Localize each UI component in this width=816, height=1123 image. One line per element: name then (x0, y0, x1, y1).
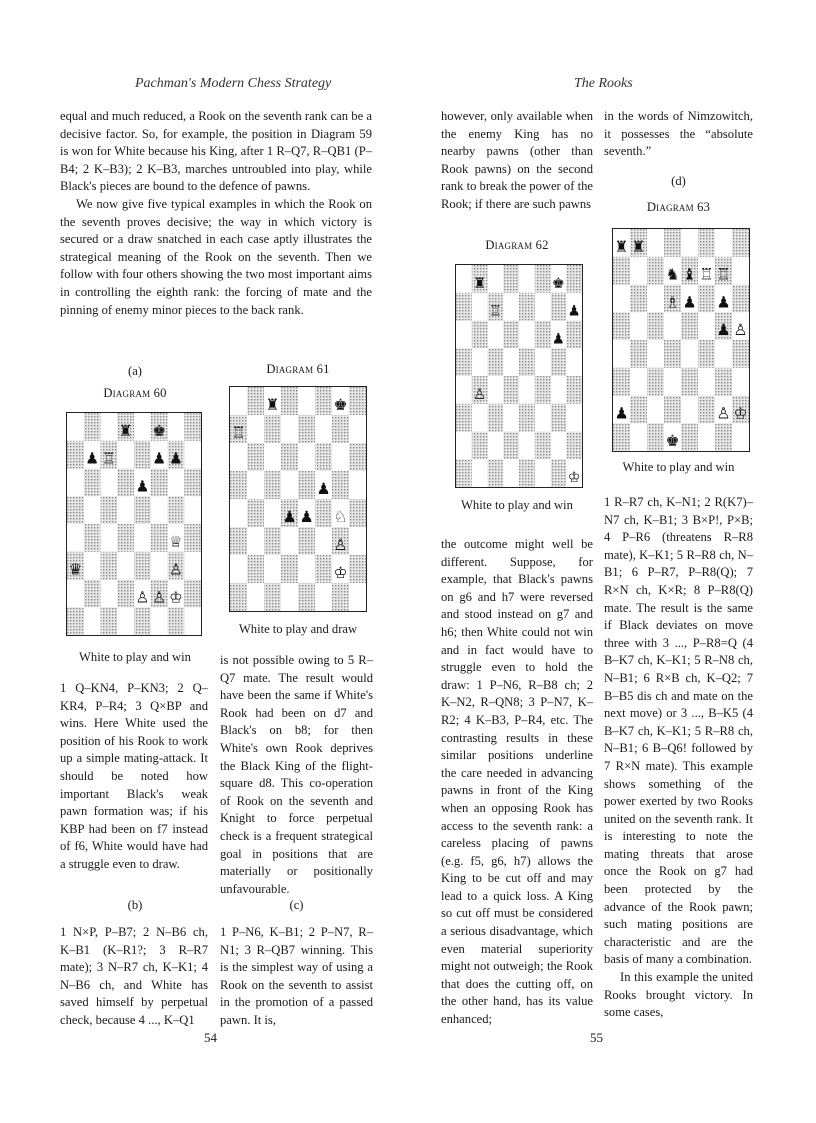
dark-square (315, 387, 332, 415)
dark-square (117, 580, 134, 608)
dark-square (281, 443, 298, 471)
diagram-63-title: Diagram 63 (646, 200, 711, 214)
diagram-61-svg (230, 387, 366, 611)
chess-piece-e6: ♟ (135, 477, 150, 496)
dark-square (315, 555, 332, 583)
label-b: (b) (127, 898, 143, 912)
chess-piece-g8: ♚ (551, 275, 565, 292)
chess-piece-b7: ♟ (85, 449, 100, 468)
dark-square (230, 583, 247, 611)
dark-square (566, 265, 582, 293)
dark-square (566, 321, 582, 349)
chess-piece-h5: ♙ (733, 320, 748, 340)
diagram-60-board (66, 412, 202, 636)
dark-square (84, 524, 101, 552)
dark-square (67, 496, 84, 524)
chess-piece-g2: ♔ (333, 562, 348, 582)
left-para-1-text: equal and much reduced, a Rook on the seventh rank can be a decisive factor. So, for example, the position in Diagram 59 is won for White because his King, after 1 R–Q7, R–QB1 (P–B4; 2 K–B3); 2 K–B3, marches untroubled into play, while Black's pieces are bound to the defence of pawns. (60, 109, 372, 194)
chess-piece-e7: ♝ (682, 264, 697, 284)
chess-piece-d7: ♞ (665, 264, 680, 284)
diagram-63-board (612, 228, 750, 452)
dark-square (332, 471, 349, 499)
dark-square (698, 285, 715, 313)
diagram-60-svg (67, 413, 201, 635)
dark-square (332, 583, 349, 611)
chess-piece-h2: ♔ (733, 403, 748, 423)
left-col2-text: is not possible owing to 5 R–Q7 mate. The result would have been the same if White's Rook had been on d7 and Black's on b8; for then White's own Rook deprives the Black King of the flight-square d8. This co-operation of Rook on the seventh and Knight to force perpetual check is a frequent strategical goal in positions that are materially or positionally unfavourable. (220, 653, 373, 896)
dark-square (67, 441, 84, 469)
left-running-head: Pachman's Modern Chess Strategy (135, 76, 332, 91)
dark-square (535, 321, 551, 349)
dark-square (151, 469, 168, 497)
dark-square (681, 368, 698, 396)
dark-square (503, 321, 519, 349)
right-col1-bottom: the outcome might well be different. Suppose, for example, that Black's pawns on g6 and h7 were reversed and stood instead on g7 and h6; then White could not win and in fact would have to struggle even to hold the draw: 1 P–N6, R–B8 ch; 2 K–N2, R–QN8; 3 P–N7, K–R2; 4 K–B3, P–R4, etc. The contrasting results in these similar positions underline the care needed in advancing pawns in front of the King when an opposing Rook has access to the seventh rank: a careless placing of pawns (e.g. f5, g6, h7) allows the King to be cut off and may lead to a quick loss. A King so cut off must be considered a serious disadvantage, which even material superiority might not outweigh; the Rook that does the cutting off, on the other hand, has its value enhanced; (441, 537, 593, 1027)
diagram-62-svg (456, 265, 582, 487)
chess-piece-d4: ♟ (282, 506, 297, 526)
chess-piece-a7: ♖ (231, 422, 246, 442)
dark-square (168, 607, 185, 635)
dark-square (732, 340, 749, 368)
dark-square (681, 312, 698, 340)
dark-square (535, 376, 551, 404)
dark-square (647, 368, 664, 396)
dark-square (134, 441, 151, 469)
dark-square (519, 348, 535, 376)
chess-piece-g6: ♟ (716, 292, 731, 312)
dark-square (613, 257, 630, 285)
chess-piece-a8: ♜ (614, 236, 629, 256)
dark-square (264, 415, 281, 443)
chess-piece-h7: ♟ (567, 303, 581, 320)
dark-square (630, 285, 647, 313)
left-paragraph-1 (60, 108, 372, 319)
chess-piece-b8: ♜ (631, 236, 646, 256)
dark-square (664, 340, 681, 368)
label-a: (a) (128, 364, 142, 378)
dark-square (349, 555, 366, 583)
chess-piece-f8: ♚ (152, 421, 167, 440)
dark-square (519, 293, 535, 321)
dark-square (101, 496, 118, 524)
dark-square (551, 348, 567, 376)
dark-square (503, 265, 519, 293)
chess-piece-g7: ♟ (168, 449, 183, 468)
chess-piece-a2: ♟ (614, 403, 629, 423)
left-para-2-text: We now give five typical examples in which the Rook on the seventh proves decisive; the way in which victory is secured or a draw snatched in each case aptly illustrates the strategical meaning of the Rook on the seventh. Then we follow with four others showing the two most important aims in controlling the eighth rank: the forcing of mate and the pinning of enemy minor pieces to the back rank. (60, 196, 372, 317)
dark-square (101, 607, 118, 635)
dark-square (134, 607, 151, 635)
chess-piece-g2: ♙ (716, 403, 731, 423)
dark-square (698, 340, 715, 368)
dark-square (488, 459, 504, 487)
dark-square (503, 432, 519, 460)
right-col2-bottom (604, 494, 753, 1022)
chess-piece-d8: ♜ (118, 421, 133, 440)
diagram-61-title: Diagram 61 (266, 362, 330, 376)
dark-square (281, 387, 298, 415)
dark-square (298, 471, 315, 499)
dark-square (664, 396, 681, 424)
right-col1-top: however, only available when the enemy King has no nearby pawns (other than Rook pawns) on the second rank to break the power of the Rook; if there are such pawns (441, 109, 593, 211)
right-running-head: The Rooks (574, 76, 633, 91)
chess-piece-b8: ♜ (473, 275, 487, 292)
chess-piece-f7: ♖ (699, 264, 714, 284)
dark-square (298, 415, 315, 443)
dark-square (298, 583, 315, 611)
left-col1-b-text: 1 N×P, P–B7; 2 N–B6 ch, K–B1 (K–R1?; 3 R–R7 mate); 3 N–R7 ch, K–K1; 4 N–B6 ch, and White has saved himself by perpetual check, because 4 ..., K–Q1 (60, 925, 208, 1027)
dark-square (519, 459, 535, 487)
dark-square (117, 469, 134, 497)
dark-square (349, 387, 366, 415)
dark-square (84, 413, 101, 441)
right-col2-top: in the words of Nimzowitch, it possesses the “absolute seventh.” (604, 109, 753, 159)
dark-square (184, 413, 201, 441)
chess-piece-c8: ♜ (265, 394, 280, 414)
dark-square (551, 293, 567, 321)
dark-square (264, 527, 281, 555)
diagram-63-caption: White to play and win (622, 460, 735, 474)
dark-square (551, 404, 567, 432)
chess-piece-g4: ♕ (168, 532, 183, 551)
dark-square (535, 432, 551, 460)
diagram-61-caption: White to play and draw (238, 622, 358, 636)
dark-square (101, 552, 118, 580)
dark-square (681, 423, 698, 451)
dark-square (566, 376, 582, 404)
right-col2-para-1: 1 R–R7 ch, K–N1; 2 R(K7)–N7 ch, K–B1; 3 B×P!, P×B; 4 P–R6 (threatens R–R8 mate), K–K1; 5 R–R8 ch, N–B1; 6 P–R7, P–R8(Q); 7 R×N ch, K×R; 8 P–R8(Q) mate. The result is the same if Black deviates on move three with 3 ..., P–R8=Q (4 B–K7 ch, K–K1; 5 R–N8 ch, N–B1; 6 R×B ch, K–Q2; 7 B–B5 dis ch and mate on the next move) or 3 ..., B–K5 (4 B–K7 ch, K–K1; 5 R–R8 ch, N–B1; 6 B–Q6! followed by 7 R×N mate). This example shows something of the power exerted by two Rooks united on the seventh rank. It is interesting to note the mating threats that arose once the Rook on g7 had been protected by the advance of the Rook pawn; such mating positions are characteristic and are the basis of many a combination. (604, 495, 753, 967)
dark-square (647, 312, 664, 340)
dark-square (613, 312, 630, 340)
diagram-63-svg (613, 229, 749, 451)
dark-square (519, 404, 535, 432)
dark-square (566, 432, 582, 460)
chess-piece-c7: ♖ (101, 449, 116, 468)
dark-square (349, 499, 366, 527)
dark-square (488, 404, 504, 432)
dark-square (698, 396, 715, 424)
dark-square (488, 348, 504, 376)
label-c: (c) (289, 898, 304, 912)
dark-square (84, 469, 101, 497)
dark-square (230, 471, 247, 499)
dark-square (732, 285, 749, 313)
dark-square (84, 580, 101, 608)
left-col2-c-text: 1 P–N6, K–B1; 2 P–N7, R–N1; 3 R–QB7 winning. This is the simplest way of using a Rook on the seventh to assist in the promotion of a passed pawn. It is, (220, 925, 373, 1027)
chess-piece-d6: ♗ (665, 292, 680, 312)
dark-square (349, 443, 366, 471)
dark-square (298, 527, 315, 555)
left-page-number: 54 (204, 1030, 217, 1045)
right-col2-para-2: In this example the united Rooks brought victory. In some cases, (604, 970, 753, 1020)
chess-piece-c7: ♖ (488, 303, 502, 320)
diagram-62-title: Diagram 62 (485, 238, 549, 252)
dark-square (247, 387, 264, 415)
dark-square (472, 432, 488, 460)
dark-square (456, 293, 472, 321)
chess-piece-h1: ♔ (567, 470, 581, 487)
dark-square (247, 555, 264, 583)
dark-square (230, 527, 247, 555)
chess-piece-f5: ♟ (316, 478, 331, 498)
dark-square (456, 459, 472, 487)
chess-piece-g6: ♟ (551, 331, 565, 348)
dark-square (134, 552, 151, 580)
dark-square (315, 499, 332, 527)
chess-piece-g2: ♔ (168, 588, 183, 607)
dark-square (647, 423, 664, 451)
chess-piece-e6: ♟ (682, 292, 697, 312)
dark-square (472, 321, 488, 349)
chess-piece-g5: ♟ (716, 320, 731, 340)
label-d: (d) (671, 174, 686, 188)
chess-piece-e2: ♙ (135, 588, 150, 607)
chess-piece-f2: ♙ (152, 588, 167, 607)
dark-square (613, 423, 630, 451)
dark-square (332, 415, 349, 443)
dark-square (647, 257, 664, 285)
dark-square (613, 368, 630, 396)
chess-piece-g7: ♖ (716, 264, 731, 284)
chess-piece-a3: ♛ (68, 560, 83, 579)
chess-piece-d1: ♚ (665, 431, 680, 451)
dark-square (134, 496, 151, 524)
dark-square (151, 524, 168, 552)
chess-piece-g3: ♙ (168, 560, 183, 579)
diagram-62-caption: White to play and win (461, 498, 573, 512)
dark-square (630, 396, 647, 424)
dark-square (535, 265, 551, 293)
chess-piece-g3: ♙ (333, 534, 348, 554)
chess-piece-e4: ♟ (299, 506, 314, 526)
dark-square (264, 583, 281, 611)
dark-square (184, 524, 201, 552)
dark-square (715, 423, 732, 451)
dark-square (184, 469, 201, 497)
dark-square (551, 459, 567, 487)
diagram-61-board (229, 386, 367, 612)
dark-square (664, 229, 681, 257)
dark-square (117, 524, 134, 552)
diagram-60-title: Diagram 60 (103, 386, 167, 400)
dark-square (281, 555, 298, 583)
diagram-60-caption: White to play and win (79, 650, 191, 664)
dark-square (456, 404, 472, 432)
dark-square (67, 607, 84, 635)
dark-square (247, 443, 264, 471)
chess-piece-f7: ♟ (152, 449, 167, 468)
right-page-number: 55 (590, 1030, 603, 1045)
diagram-62-board (455, 264, 583, 488)
dark-square (247, 499, 264, 527)
chess-piece-g8: ♚ (333, 394, 348, 414)
dark-square (715, 368, 732, 396)
left-col1-text: 1 Q–KN4, P–KN3; 2 Q–KR4, P–R4; 3 Q×BP and wins. Here White used the position of his Rook to work up a simple mating-attack. It should be noted how important Black's weak pawn formation was; if his KBP had been on f7 instead of f6, White would have had a struggle even to draw. (60, 681, 208, 871)
dark-square (698, 229, 715, 257)
dark-square (732, 229, 749, 257)
dark-square (630, 340, 647, 368)
chess-piece-g4: ♘ (333, 506, 348, 526)
dark-square (168, 496, 185, 524)
dark-square (184, 580, 201, 608)
dark-square (456, 348, 472, 376)
dark-square (315, 443, 332, 471)
dark-square (503, 376, 519, 404)
chess-piece-b4: ♙ (473, 386, 487, 403)
dark-square (264, 471, 281, 499)
